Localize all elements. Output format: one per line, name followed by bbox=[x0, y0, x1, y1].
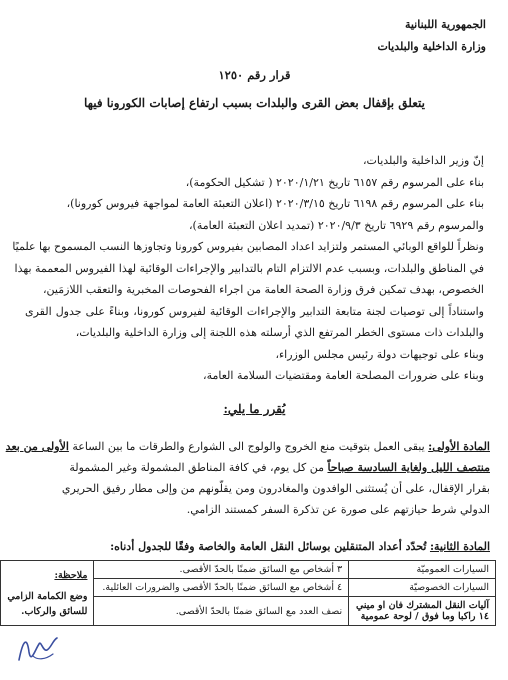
letterhead bbox=[377, 14, 486, 58]
article-2 bbox=[25, 538, 490, 556]
article-1-emphasis: منتصف الليل ولغاية السادسة صباحاً bbox=[327, 461, 490, 474]
article-1-text: من كل يوم، في كافة المناطق المشمولة وغير المشمولة bbox=[69, 461, 324, 474]
preamble-line: وبناء على ضرورات المصلحة العامة ومقتضيات السلامة العامة، bbox=[203, 369, 484, 382]
preamble-line: واستناداً إلى توصيات لجنة متابعة التدابير والإجراءات الوقائية لفيروس كورونا، وبناءً على جدول القرى bbox=[25, 304, 484, 318]
note-header: ملاحظة: bbox=[54, 569, 88, 581]
decision-title: يتعلق بإقفال بعض القرى والبلدات بسبب ارتفاع إصابات الكورونا فيها bbox=[84, 96, 425, 110]
article-2-text: تُحدّد أعداد المتنقلين بوسائل النقل العامة والخاصة وفقًا للجدول أدناه: bbox=[110, 540, 427, 553]
preamble-line: إنّ وزير الداخلية والبلديات، bbox=[362, 154, 484, 167]
handwritten-signature bbox=[13, 630, 65, 668]
preamble bbox=[12, 150, 484, 387]
republic-name: الجمهورية اللبنانية bbox=[404, 18, 486, 31]
article-1 bbox=[5, 436, 490, 520]
vehicle-cell: السيارات الخصوصيّة bbox=[349, 579, 496, 597]
vehicle-cell: آليات النقل المشترك فان او ميني ١٤ راكبا وما فوق / لوحة عمومية bbox=[349, 597, 496, 626]
vehicle-cell: السيارات العموميّة bbox=[349, 561, 496, 579]
rule-cell: نصف العدد مع السائق ضمنًا بالحدّ الأقصى. bbox=[94, 597, 349, 626]
ministry-name: وزارة الداخلية والبلديات bbox=[377, 40, 486, 53]
preamble-line: بناء على المرسوم رقم ٦١٥٧ تاريخ ٢٠٢٠/١/٢١ ( تشكيل الحكومة)، bbox=[185, 175, 484, 189]
preamble-line: الخصوص، بهدف تمكين فرق وزارة الصحة العامة من اجراء الفحوصات المخبرية والتعقب اللازمَين، bbox=[42, 283, 484, 296]
preamble-line: وبناء على توجيهات دولة رئيس مجلس الوزراء، bbox=[275, 347, 484, 361]
decision-number: قرار رقم ١٢٥٠ bbox=[218, 68, 291, 82]
preamble-line: ونظراً للواقع الوبائي المستمر ولتزايد اعداد المصابين بفيروس كورونا وتجاوزها النسب المسموح بها علميًا bbox=[12, 240, 484, 253]
preamble-line: في المناطق والبلدات، وبسبب عدم الالتزام التام بالتدابير والإجراءات الوقائية لهذا الفيروس المعممة بهذا bbox=[14, 261, 484, 275]
rule-cell: ٣ أشخاص مع السائق ضمنًا بالحدّ الأقصى. bbox=[94, 561, 349, 579]
note-text: وضع الكمامة الزامي للسائق والركاب. bbox=[7, 590, 88, 617]
note-cell bbox=[1, 561, 94, 626]
article-1-label: المادة الأولى: bbox=[428, 440, 490, 453]
table-row bbox=[1, 561, 496, 579]
rule-cell: ٤ أشخاص مع السائق ضمنًا بالحدّ الأقصى والضرورات العائلية. bbox=[94, 579, 349, 597]
preamble-line: والبلدات ذات مستوى الخطر المرتفع الذي أرسلته هذه اللجنة إلى وزارة الداخلية والبلديات، bbox=[75, 326, 484, 339]
article-1-text: يبقى العمل بتوقيت منع الخروج والولوج الى الشوارع والطرقات ما بين الساعة bbox=[72, 440, 425, 453]
transport-table bbox=[0, 560, 496, 626]
preamble-line: بناء على المرسوم رقم ٦١٩٨ تاريخ ٢٠٢٠/٣/١٥ (اعلان التعبئة العامة لمواجهة فيروس كورونا)، bbox=[66, 197, 484, 210]
document-page bbox=[1, 0, 508, 680]
article-2-label: المادة الثانية: bbox=[429, 540, 490, 553]
resolution-heading: يُقرر ما يلي: bbox=[223, 402, 286, 416]
preamble-line: والمرسوم رقم ٦٩٢٩ تاريخ ٢٠٢٠/٩/٣ (تمديد اعلان التعبئة العامة)، bbox=[189, 218, 484, 232]
article-1-emphasis: الأولى من بعد bbox=[5, 440, 69, 453]
article-1-text: بقرار الإقفال، على أن يُستثنى الوافدون والمغادرون ومن يقلّونهم من وإلى مطار رفيق الحريري bbox=[61, 482, 490, 495]
article-1-text: الدولي شرط حيازتهم على صورة عن تذكرة السفر كمستند الزامي. bbox=[186, 503, 490, 516]
